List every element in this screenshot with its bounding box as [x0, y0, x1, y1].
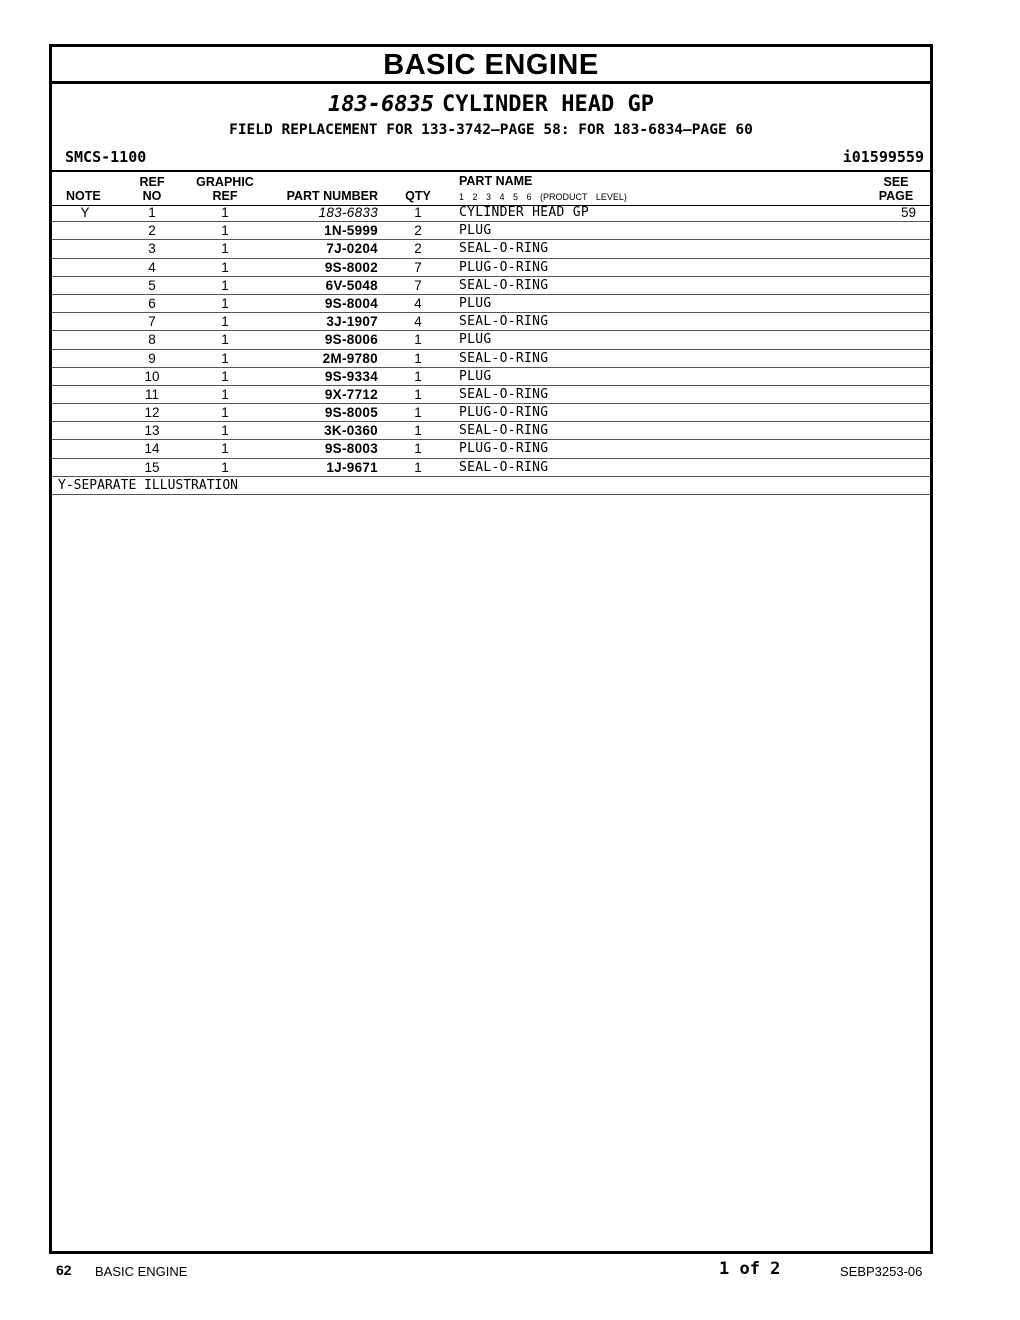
qty-cell: 1: [414, 205, 422, 220]
col-qty: QTY: [405, 189, 431, 203]
part-name-cell: SEAL-O-RING: [459, 241, 549, 257]
group-part-number: 183-6835: [328, 92, 435, 117]
part-name-cell: PLUG: [459, 368, 492, 384]
part-name-cell: SEAL-O-RING: [459, 386, 549, 402]
section-title: BASIC ENGINE: [383, 49, 599, 81]
graphic-ref-cell: 1: [221, 441, 229, 457]
part-name-cell: SEAL-O-RING: [459, 459, 549, 475]
note-cell: Y: [80, 205, 90, 220]
table-row: [52, 350, 930, 368]
ref-no-cell: 12: [144, 405, 160, 421]
part-number-cell: 3J-1907: [326, 314, 378, 330]
part-name-cell: PLUG: [459, 332, 492, 348]
table-row: [52, 368, 930, 386]
see-page-cell: 59: [900, 205, 916, 220]
qty-cell: 1: [414, 350, 422, 366]
table-row: [52, 404, 930, 422]
graphic-ref-cell: 1: [221, 350, 229, 366]
qty-cell: 1: [414, 368, 422, 384]
part-number-cell: 3K-0360: [324, 423, 378, 439]
part-name-cell: PLUG-O-RING: [459, 405, 549, 421]
ref-no-cell: 13: [144, 423, 160, 439]
ref-no-cell: 14: [144, 441, 160, 457]
ref-no-cell: 11: [144, 386, 159, 402]
col-part-number: PART NUMBER: [286, 189, 378, 203]
qty-cell: 7: [414, 259, 422, 275]
illustration-id: i01599559: [842, 148, 924, 166]
col-see-line1: SEE: [883, 175, 909, 189]
table-row: [52, 422, 930, 440]
page-frame: [49, 44, 933, 1254]
qty-cell: 1: [414, 423, 422, 439]
table-row: [52, 204, 930, 222]
qty-cell: 1: [414, 386, 422, 402]
group-name: CYLINDER HEAD GP: [442, 92, 654, 117]
graphic-ref-cell: 1: [221, 205, 229, 220]
col-see-line2: PAGE: [878, 189, 914, 203]
footer-doc-id: SEBP3253-06: [840, 1264, 923, 1279]
group-title: [52, 92, 930, 117]
col-ref-line1: REF: [139, 175, 165, 189]
col-part-name: PART NAME: [459, 174, 533, 188]
table-row: [52, 295, 930, 313]
part-number-cell: 9S-8005: [324, 405, 378, 421]
part-number-cell: 9X-7712: [324, 386, 378, 402]
table-header: [52, 170, 930, 206]
part-name-cell: SEAL-O-RING: [459, 423, 549, 439]
graphic-ref-cell: 1: [221, 386, 229, 402]
parts-table: [52, 204, 930, 495]
graphic-ref-cell: 1: [221, 295, 229, 311]
part-number-cell: 9S-8003: [324, 441, 378, 457]
qty-cell: 1: [414, 332, 422, 348]
col-note: NOTE: [66, 189, 101, 203]
graphic-ref-cell: 1: [221, 405, 229, 421]
col-ref-line2: NO: [142, 189, 162, 203]
part-name-cell: PLUG-O-RING: [459, 441, 549, 457]
note-legend: Y-SEPARATE ILLUSTRATION: [58, 477, 239, 493]
part-name-cell: PLUG-O-RING: [459, 259, 549, 275]
table-row: [52, 222, 930, 240]
field-replacement-note: FIELD REPLACEMENT FOR 133-3742—PAGE 58: FOR 183-6834—PAGE 60: [229, 122, 753, 138]
qty-cell: 1: [414, 459, 422, 475]
graphic-ref-cell: 1: [221, 423, 229, 439]
section-title-bar: [52, 47, 930, 84]
ref-no-cell: 9: [148, 350, 156, 366]
part-name-cell: PLUG: [459, 223, 492, 239]
part-name-cell: SEAL-O-RING: [459, 350, 549, 366]
part-number-cell: 6V-5048: [325, 277, 378, 293]
graphic-ref-cell: 1: [221, 332, 229, 348]
table-row: [52, 277, 930, 295]
note-legend-row: [52, 477, 930, 495]
col-graphic-line2: REF: [212, 189, 238, 203]
table-row: [52, 240, 930, 258]
part-number-cell: 7J-0204: [326, 241, 378, 257]
qty-cell: 1: [414, 441, 422, 457]
part-number-cell: 9S-9334: [324, 368, 378, 384]
qty-cell: 1: [414, 405, 422, 421]
table-row: [52, 440, 930, 458]
graphic-ref-cell: 1: [221, 277, 229, 293]
col-graphic-line1: GRAPHIC: [196, 175, 254, 189]
qty-cell: 4: [414, 295, 422, 311]
part-name-cell: SEAL-O-RING: [459, 277, 549, 293]
graphic-ref-cell: 1: [221, 459, 229, 475]
ref-no-cell: 15: [144, 459, 160, 475]
ref-no-cell: 1: [148, 205, 156, 220]
ref-no-cell: 4: [148, 259, 156, 275]
table-row: [52, 331, 930, 349]
col-product-levels: 1 2 3 4 5 6 (PRODUCT LEVEL): [459, 192, 627, 202]
part-number-cell: 1J-9671: [326, 459, 378, 475]
part-number-cell: 183-6833: [318, 205, 378, 220]
ref-no-cell: 6: [148, 295, 156, 311]
qty-cell: 7: [414, 277, 422, 293]
table-row: [52, 386, 930, 404]
part-number-cell: 1N-5999: [324, 223, 378, 239]
part-number-cell: 9S-8002: [324, 259, 378, 275]
qty-cell: 4: [414, 314, 422, 330]
part-name-cell: SEAL-O-RING: [459, 314, 549, 330]
footer-page-number: 62: [56, 1262, 72, 1278]
ref-no-cell: 2: [148, 223, 156, 239]
table-row: [52, 313, 930, 331]
part-name-cell: PLUG: [459, 295, 492, 311]
ref-no-cell: 8: [148, 332, 156, 348]
qty-cell: 2: [414, 241, 422, 257]
part-name-cell: CYLINDER HEAD GP: [459, 205, 590, 220]
graphic-ref-cell: 1: [221, 368, 229, 384]
ref-no-cell: 3: [148, 241, 156, 257]
table-row: [52, 259, 930, 277]
part-number-cell: 9S-8006: [324, 332, 378, 348]
table-row: [52, 459, 930, 477]
graphic-ref-cell: 1: [221, 223, 229, 239]
graphic-ref-cell: 1: [221, 314, 229, 330]
ref-no-cell: 7: [148, 314, 156, 330]
footer-section: BASIC ENGINE: [95, 1264, 188, 1279]
graphic-ref-cell: 1: [221, 259, 229, 275]
ref-no-cell: 10: [144, 368, 160, 384]
part-number-cell: 2M-9780: [322, 350, 378, 366]
footer-sheet: 1 of 2: [719, 1259, 781, 1279]
ref-no-cell: 5: [148, 277, 156, 293]
qty-cell: 2: [414, 223, 422, 239]
smcs-code: SMCS-1100: [65, 148, 147, 166]
graphic-ref-cell: 1: [221, 241, 229, 257]
part-number-cell: 9S-8004: [324, 295, 378, 311]
